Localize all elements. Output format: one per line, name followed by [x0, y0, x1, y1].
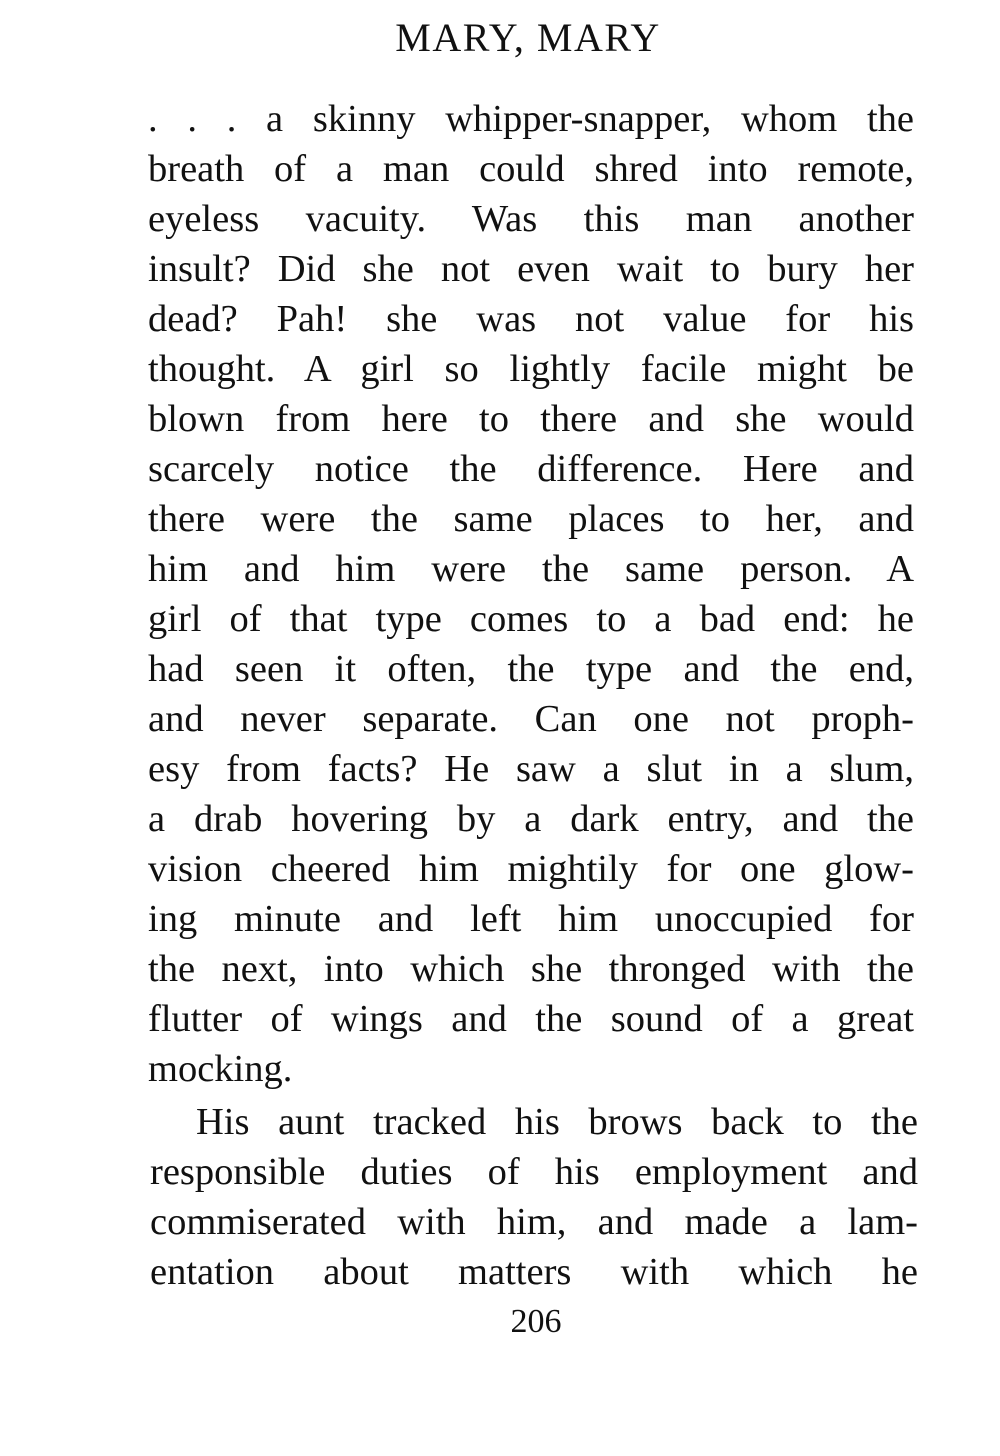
- text-line: breath of a man could shred into remote,: [148, 148, 914, 190]
- text-line: the next, into which she thronged with the: [148, 948, 914, 990]
- text-line: responsible duties of his employment and: [150, 1151, 918, 1193]
- text-line: there were the same places to her, and: [148, 498, 914, 540]
- text-line: a drab hovering by a dark entry, and the: [148, 798, 914, 840]
- running-head: MARY, MARY: [395, 15, 661, 60]
- text-line: . . . a skinny whipper-snapper, whom the: [148, 98, 914, 140]
- text-line: ing minute and left him unoccupied for: [148, 898, 914, 940]
- page-number: 206: [510, 1303, 562, 1340]
- text-line: vision cheered him mightily for one glow-: [148, 848, 914, 890]
- text-line: His aunt tracked his brows back to the: [196, 1101, 918, 1143]
- text-line: dead? Pah! she was not value for his: [148, 298, 914, 340]
- text-line: mocking.: [148, 1048, 293, 1090]
- text-line: esy from facts? He saw a slut in a slum,: [148, 748, 914, 790]
- text-line: and never separate. Can one not proph-: [148, 698, 914, 740]
- text-line: him and him were the same person. A: [148, 548, 914, 590]
- text-line: insult? Did she not even wait to bury her: [148, 248, 914, 290]
- text-line: thought. A girl so lightly facile might be: [148, 348, 914, 390]
- text-line: girl of that type comes to a bad end: he: [148, 598, 914, 640]
- text-line: flutter of wings and the sound of a great: [148, 998, 914, 1040]
- text-line: blown from here to there and she would: [148, 398, 914, 440]
- paragraph-2: [150, 1097, 918, 1297]
- text-line: had seen it often, the type and the end,: [148, 648, 914, 690]
- text-line: scarcely notice the difference. Here and: [148, 448, 914, 490]
- text-line: eyeless vacuity. Was this man another: [148, 198, 914, 240]
- text-line: entation about matters with which he: [150, 1251, 918, 1293]
- paragraph-1: [148, 94, 914, 1094]
- text-line: commiserated with him, and made a lam-: [150, 1201, 918, 1243]
